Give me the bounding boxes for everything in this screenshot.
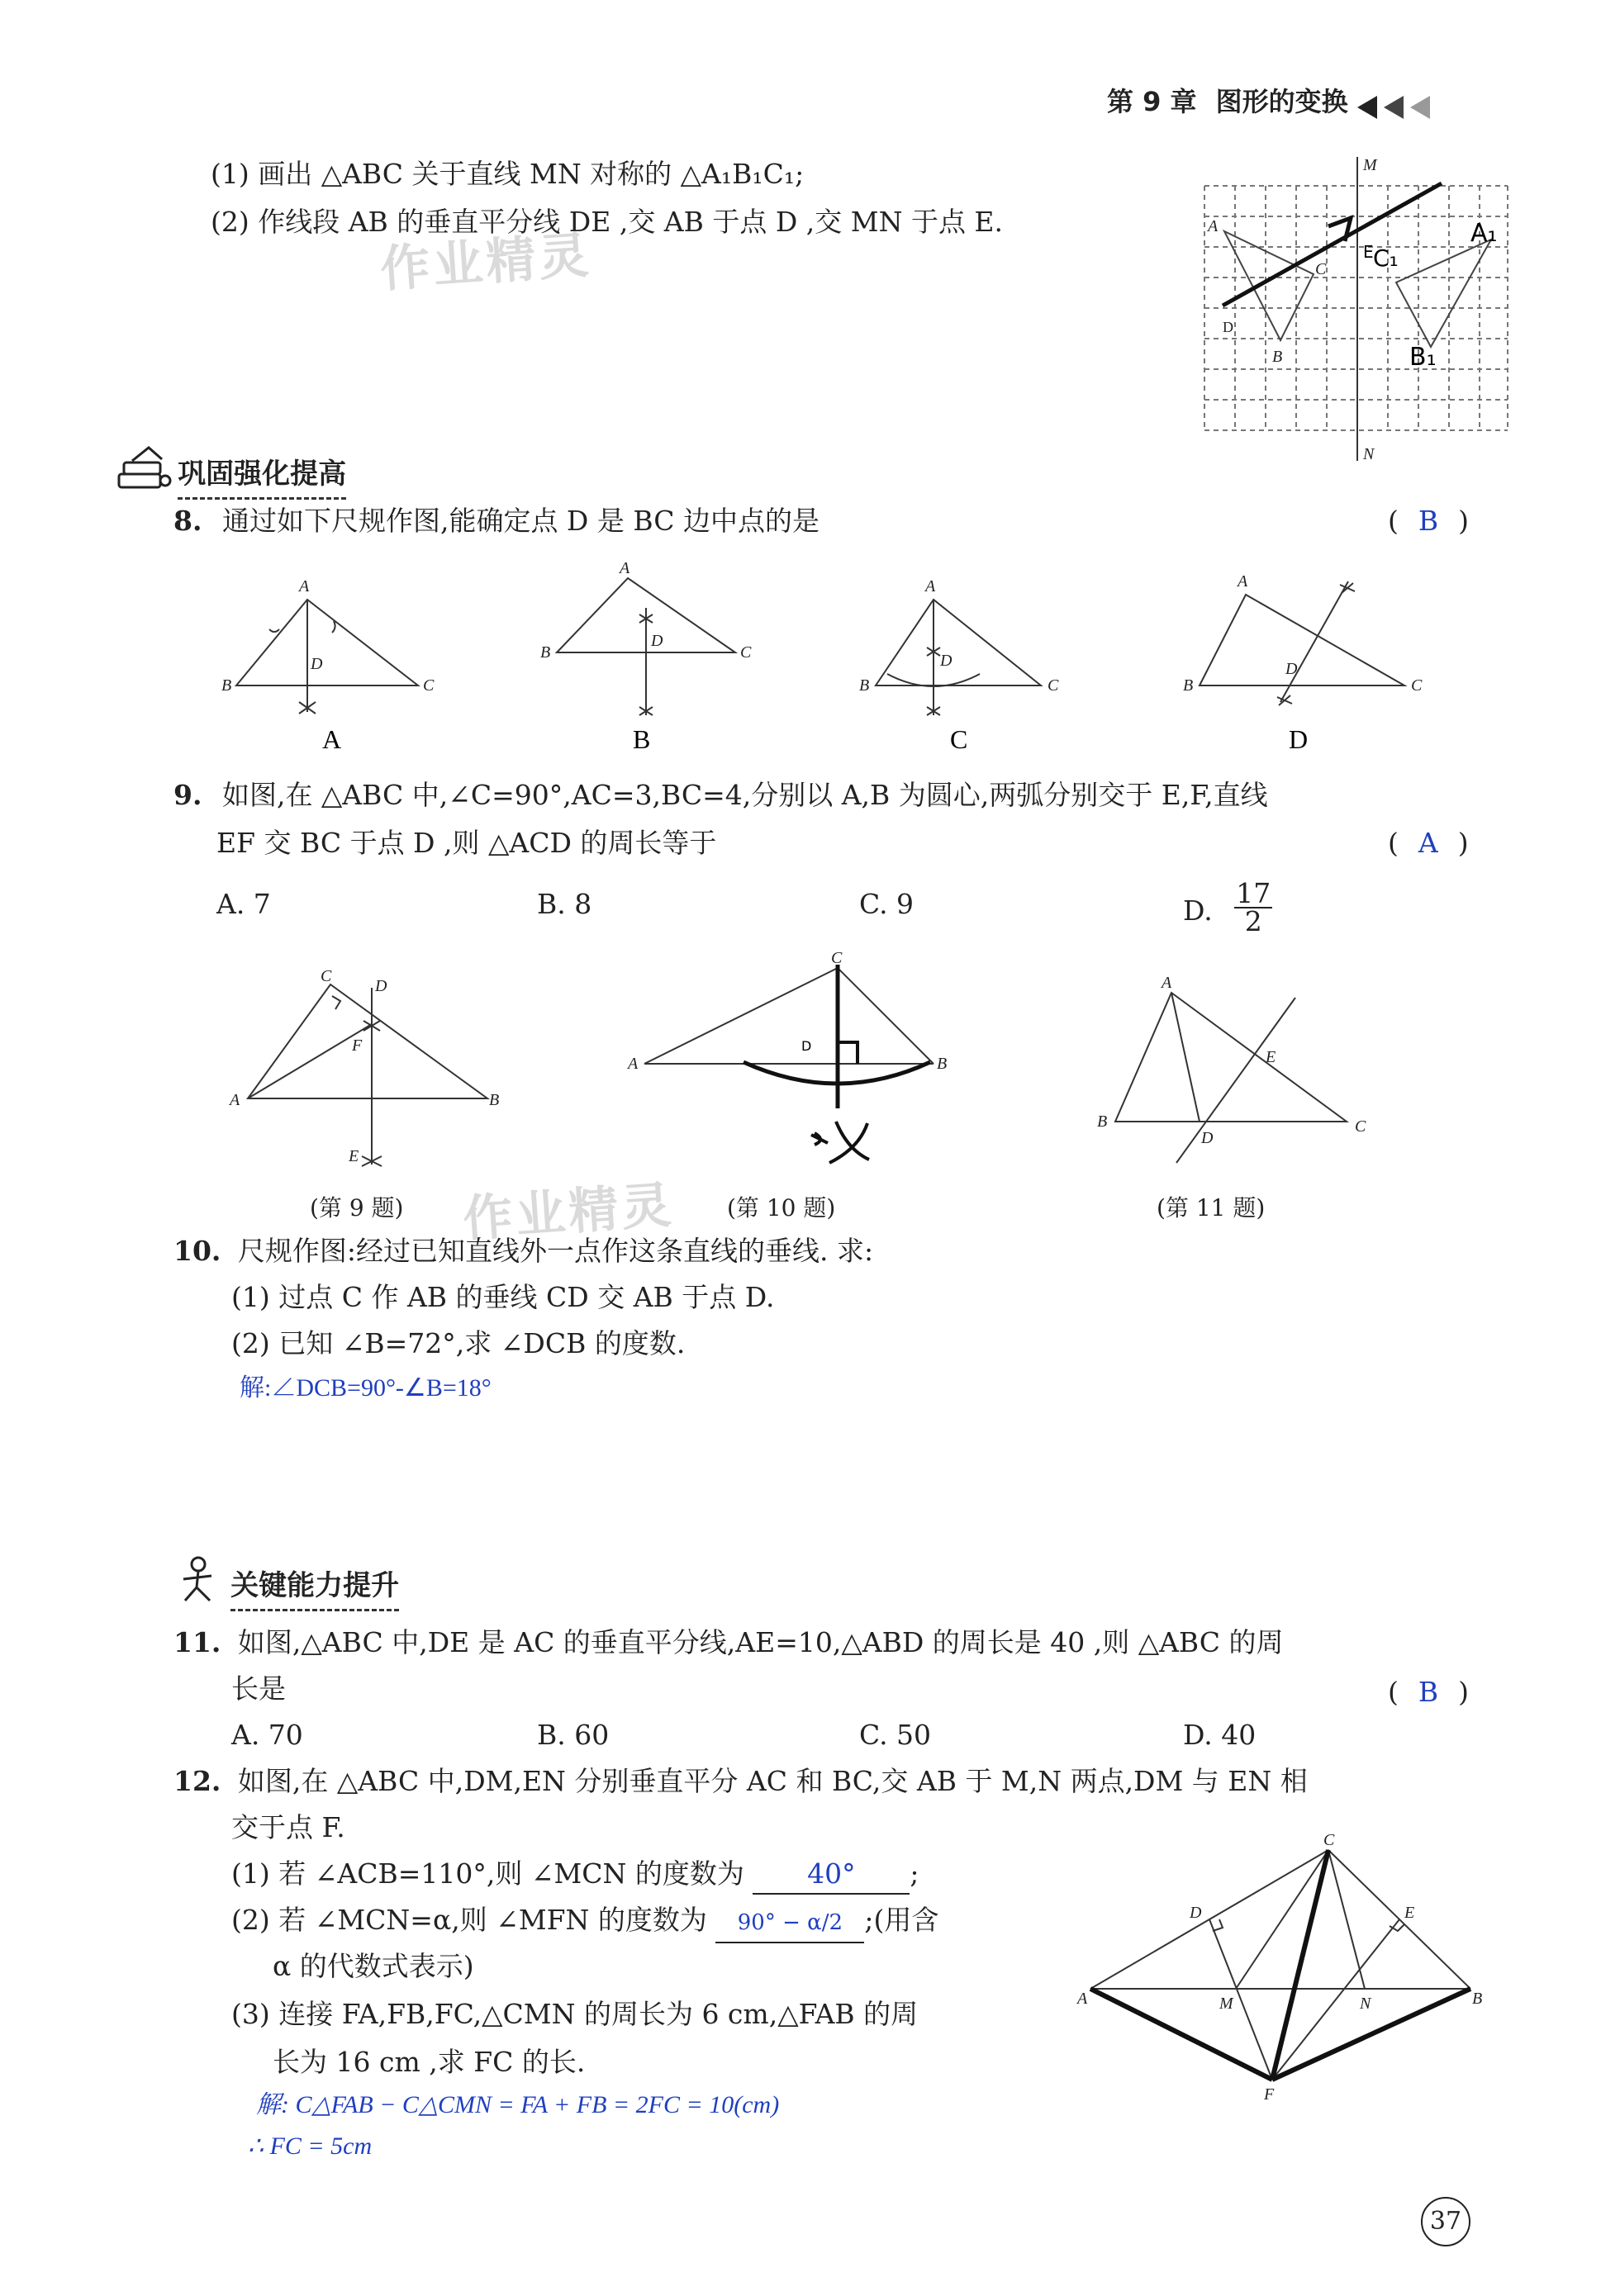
q9-option-d xyxy=(1183,877,1272,940)
label-M: M xyxy=(1363,156,1377,174)
q11-option-b: B. 60 xyxy=(537,1719,610,1751)
q8a-label-C: C xyxy=(423,676,435,695)
q11-answer: B xyxy=(1418,1676,1439,1708)
q12-label-F: F xyxy=(1264,2085,1275,2104)
fig10-label-C: C xyxy=(831,949,843,967)
q8c-label-A: A xyxy=(925,577,936,595)
q11-option-a: A. 70 xyxy=(231,1719,303,1751)
q9-answer: A xyxy=(1418,827,1438,859)
label-C1: C₁ xyxy=(1373,244,1399,272)
q12-text-2: 交于点 F. xyxy=(231,1811,345,1843)
watermark: 作业精灵 xyxy=(378,226,594,299)
label-C: C xyxy=(1315,260,1327,278)
page-header xyxy=(1107,81,1443,122)
q12-label-M: M xyxy=(1219,1995,1233,2013)
q8-answer-bracket: ( B ) xyxy=(1388,505,1470,537)
q11-answer-bracket: ( B ) xyxy=(1388,1676,1470,1708)
q9-answer-bracket: ( A ) xyxy=(1388,827,1469,859)
fig10-label-D: D xyxy=(801,1038,812,1054)
q9-text-2: EF 交 BC 于点 D ,则 △ACD 的周长等于 xyxy=(216,827,717,859)
q12-part2-text: (2) 若 ∠MCN=α,则 ∠MFN 的度数为 xyxy=(231,1904,707,1936)
fig10 xyxy=(620,950,983,1189)
q12-text-1: 如图,在 △ABC 中,DM,EN 分别垂直平分 AC 和 BC,交 AB 于 M,N 两点,DM 与 EN 相 xyxy=(237,1765,1308,1797)
q11-option-c: C. 50 xyxy=(859,1719,932,1751)
q12-part3-line1: (3) 连接 FA,FB,FC,△CMN 的周长为 6 cm,△FAB 的周 xyxy=(231,1998,919,2030)
q12-part2 xyxy=(231,1901,938,1943)
q8-figure-c xyxy=(859,577,1059,715)
label-N: N xyxy=(1363,445,1375,463)
fig11-caption: (第 11 题) xyxy=(1157,1194,1266,1222)
q8d-label-A: A xyxy=(1238,572,1248,591)
fig11-label-D: D xyxy=(1201,1129,1214,1147)
q10-part1: (1) 过点 C 作 AB 的垂线 CD 交 AB 于点 D. xyxy=(231,1281,775,1313)
q12-label-D: D xyxy=(1190,1904,1202,1922)
q9-option-d-denominator: 2 xyxy=(1244,905,1262,937)
fig9-label-F: F xyxy=(352,1037,363,1055)
q8-figures xyxy=(215,559,1454,760)
section-heading-2 xyxy=(173,1554,399,1604)
fig11-label-E: E xyxy=(1266,1048,1276,1066)
label-D: D xyxy=(1223,319,1233,335)
q12-part2-post: ;(用含 xyxy=(864,1904,939,1936)
label-B1: B₁ xyxy=(1409,343,1437,372)
q8b-label-C: C xyxy=(740,643,752,662)
q12-part1 xyxy=(231,1855,919,1895)
q12-label-B: B xyxy=(1472,1990,1483,2008)
figure-run-icon xyxy=(173,1554,226,1604)
q11-number: 11. xyxy=(173,1626,221,1658)
q8-answer: B xyxy=(1418,505,1439,537)
triangle-arrows-icon xyxy=(1352,93,1443,122)
fig9-label-B: B xyxy=(489,1091,500,1109)
fig9-label-C: C xyxy=(321,967,332,985)
q8-figure-b xyxy=(540,559,752,715)
q9-option-d-fraction xyxy=(1234,877,1272,937)
page-number: 37 xyxy=(1429,2207,1462,2236)
q12-label-C: C xyxy=(1323,1831,1335,1849)
q9-number: 9. xyxy=(173,779,202,811)
q10-text: 尺规作图:经过已知直线外一点作这条直线的垂线. 求: xyxy=(237,1235,874,1267)
q8c-label-B: B xyxy=(859,676,870,695)
fig9-label-D: D xyxy=(375,977,387,995)
label-B: B xyxy=(1272,348,1283,366)
q12-label-E: E xyxy=(1404,1904,1415,1922)
q8b-label-A: A xyxy=(620,559,630,577)
q8a-label-D: D xyxy=(311,655,323,673)
q12-solution-1: 解: C△FAB − C△CMN = FA + FB = 2FC = 10(cm) xyxy=(256,2091,780,2118)
section-heading-1 xyxy=(116,446,346,492)
q9-line1 xyxy=(173,776,1268,814)
q8d-label-B: B xyxy=(1183,676,1194,695)
q9-option-b: B. 8 xyxy=(537,888,592,920)
q9-option-d-prefix: D. xyxy=(1183,894,1213,927)
fig10-label-A: A xyxy=(628,1055,639,1073)
q8c-label-C: C xyxy=(1048,676,1059,695)
q8c-label-D: D xyxy=(940,652,953,670)
q8a-label-A: A xyxy=(299,577,310,595)
fig11-label-C: C xyxy=(1355,1117,1366,1136)
watermark-2: 作业精灵 xyxy=(461,1176,677,1249)
q12-figure xyxy=(1074,1831,1487,2106)
section-title-2: 关键能力提升 xyxy=(230,1569,399,1611)
q11-text-2: 长是 xyxy=(231,1672,286,1705)
q8-option-B: B xyxy=(633,724,651,754)
fig9-label-E: E xyxy=(349,1147,359,1165)
q8-option-C: C xyxy=(950,724,968,754)
q8b-label-B: B xyxy=(540,643,551,662)
q10-part2: (2) 已知 ∠B=72°,求 ∠DCB 的度数. xyxy=(231,1327,686,1359)
fig9-label-A: A xyxy=(230,1091,240,1109)
q12-solution-2: ∴ FC = 5cm xyxy=(248,2132,373,2160)
q12-label-N: N xyxy=(1360,1995,1371,2013)
page-number-badge xyxy=(1421,2197,1470,2246)
q12-part3-line2: 长为 16 cm ,求 FC 的长. xyxy=(273,2046,586,2078)
fig11 xyxy=(1074,966,1388,1165)
q9-option-d-numerator: 17 xyxy=(1236,877,1271,909)
fig10-caption: (第 10 题) xyxy=(727,1194,836,1222)
q8-question xyxy=(173,502,820,540)
q12-part1-text: (1) 若 ∠ACB=110°,则 ∠MCN 的度数为 xyxy=(231,1857,744,1890)
q11-line1 xyxy=(173,1624,1284,1662)
q11-option-d: D. 40 xyxy=(1183,1719,1257,1751)
q9-text-1: 如图,在 △ABC 中,∠C=90°,AC=3,BC=4,分别以 A,B 为圆心,两弧分别交于 E,F,直线 xyxy=(221,779,1268,811)
chapter-number: 第 9 章 xyxy=(1107,86,1197,117)
q8-figure-a xyxy=(221,577,435,714)
q12-number: 12. xyxy=(173,1765,221,1797)
fig11-label-A: A xyxy=(1162,974,1172,992)
q9-option-c: C. 9 xyxy=(859,888,915,920)
q8-option-A: A xyxy=(322,724,342,754)
q10-question xyxy=(173,1232,873,1270)
q8-figure-d xyxy=(1183,572,1423,705)
q8a-label-B: B xyxy=(221,676,232,695)
q8b-label-D: D xyxy=(651,632,663,650)
chapter-title: 图形的变换 xyxy=(1215,86,1348,117)
q8-text: 通过如下尺规作图,能确定点 D 是 BC 边中点的是 xyxy=(221,505,820,537)
q12-part1-end: ; xyxy=(910,1857,919,1890)
section-title-1: 巩固强化提高 xyxy=(178,458,346,500)
label-A: A xyxy=(1208,217,1219,235)
fig10-label-B: B xyxy=(937,1055,948,1073)
label-E: E xyxy=(1363,242,1374,262)
q12-part2-answer: 90° − α/2 xyxy=(715,1904,864,1943)
books-icon xyxy=(116,446,173,492)
q12-line1 xyxy=(173,1762,1308,1800)
q12-part1-answer: 40° xyxy=(753,1855,910,1895)
fig11-label-B: B xyxy=(1097,1112,1108,1131)
q11-text-1: 如图,△ABC 中,DE 是 AC 的垂直平分线,AE=10,△ABD 的周长是 40 ,则 △ABC 的周 xyxy=(237,1626,1284,1658)
q10-number: 10. xyxy=(173,1235,221,1267)
q10-solution: 解:∠DCB=90°-∠B=18° xyxy=(240,1374,492,1402)
q9-option-a: A. 7 xyxy=(216,888,271,920)
label-A1: A₁ xyxy=(1470,219,1498,248)
q8d-label-D: D xyxy=(1285,660,1298,678)
q7-part1: (1) 画出 △ABC 关于直线 MN 对称的 △A₁B₁C₁; xyxy=(211,158,805,190)
fig9 xyxy=(223,958,520,1173)
q8-number: 8. xyxy=(173,505,202,537)
q8-option-D: D xyxy=(1289,724,1309,754)
q7-part2: (2) 作线段 AB 的垂直平分线 DE ,交 AB 于点 D ,交 MN 于点 E. xyxy=(211,206,1004,238)
q7-grid-figure xyxy=(1190,149,1520,471)
q12-part2-line2: α 的代数式表示) xyxy=(273,1950,474,1982)
fig9-caption: (第 9 题) xyxy=(310,1194,404,1222)
q8d-label-C: C xyxy=(1411,676,1423,695)
q12-label-A: A xyxy=(1077,1990,1088,2008)
